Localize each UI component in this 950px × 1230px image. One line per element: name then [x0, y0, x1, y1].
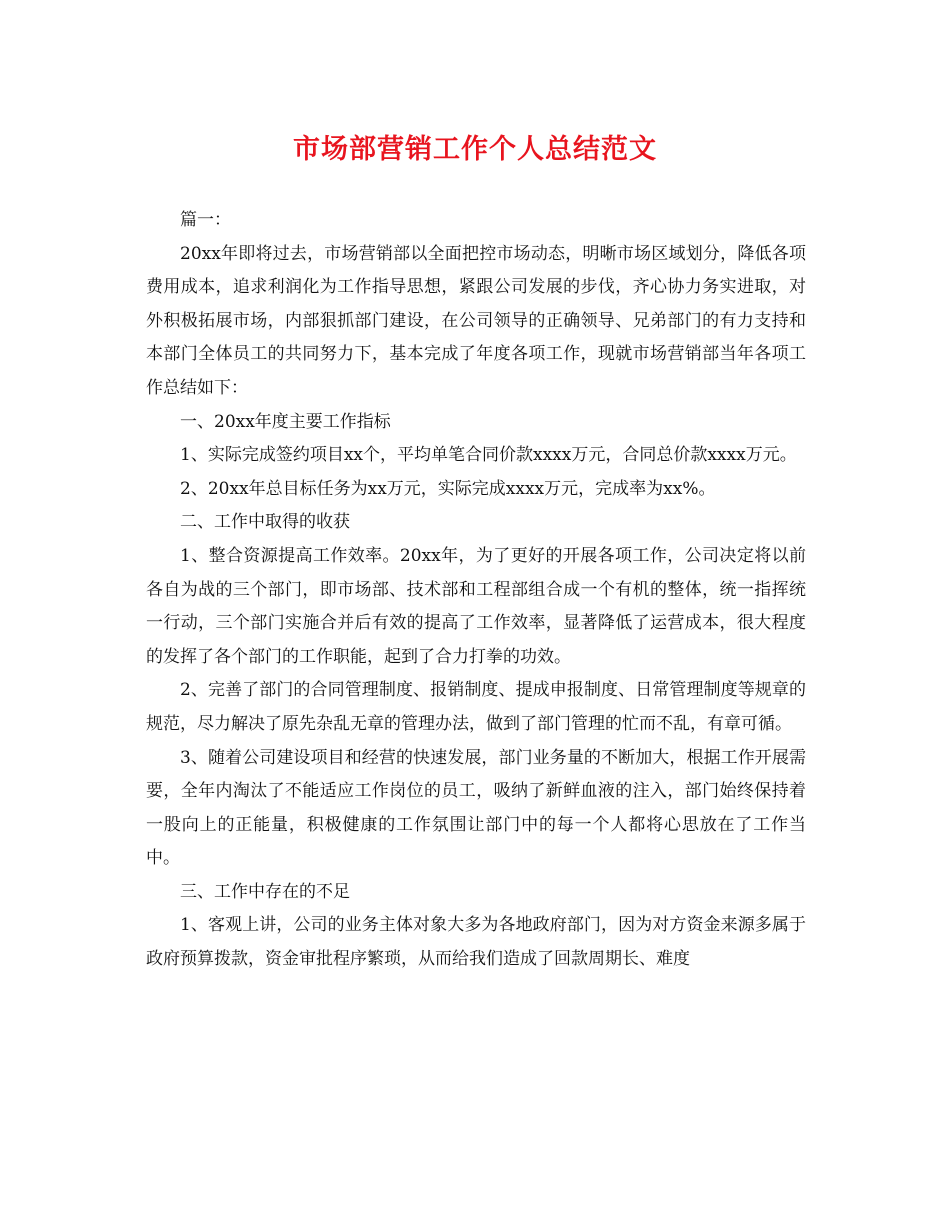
heading-shortcomings: 三、工作中存在的不足	[180, 881, 350, 902]
paragraph-achievement-1: 1、整合资源提高工作效率。20xx年，为了更好的开展各项工作，公司决定将以前各自为战的三个部门，即市场部、技术部和工程部组合成一个有机的整体，统一指挥统一行动，三个部门实施合并后有效的提高了工作效率，显著降低了运营成本，很大程度的发挥了各个部门的工作职能，起到了合力打拳的功效。	[146, 545, 806, 667]
paragraph-indicator-1: 1、实际完成签约项目xx个，平均单笔合同价款xxxx万元，合同总价款xxxx万元。	[180, 445, 797, 466]
document-title: 市场部营销工作个人总结范文	[293, 134, 657, 165]
paragraph-intro: 20xx年即将过去，市场营销部以全面把控市场动态，明晰市场区域划分，降低各项费用成本，追求利润化为工作指导思想，紧跟公司发展的步伐，齐心协力务实进取，对外积极拓展市场，内部狠抓部门建设，在公司领导的正确领导、兄弟部门的有力支持和本部门全体员工的共同努力下，基本完成了年度各项工作，现就市场营销部当年各项工作总结如下：	[146, 243, 806, 398]
paragraph-section-label: 篇一：	[180, 210, 231, 230]
heading-main-indicators: 一、20xx年度主要工作指标	[180, 411, 391, 432]
document-body	[146, 204, 806, 977]
paragraph-achievement-3: 3、随着公司建设项目和经营的快速发展，部门业务量的不断加大，根据工作开展需要，全年内淘汰了不能适应工作岗位的员工，吸纳了新鲜血液的注入，部门始终保持着一股向上的正能量，积极健康的工作氛围让部门中的每一个人都将心思放在了工作当中。	[146, 747, 806, 869]
paragraph-shortcoming-1: 1、客观上讲，公司的业务主体对象大多为各地政府部门，因为对方资金来源多属于政府预算拨款，资金审批程序繁琐，从而给我们造成了回款周期长、难度	[146, 915, 806, 970]
heading-achievements: 二、工作中取得的收获	[180, 512, 350, 533]
paragraph-indicator-2: 2、20xx年总目标任务为xx万元，实际完成xxxx万元，完成率为xx%。	[180, 478, 716, 499]
paragraph-achievement-2: 2、完善了部门的合同管理制度、报销制度、提成申报制度、日常管理制度等规章的规范，尽力解决了原先杂乱无章的管理办法，做到了部门管理的忙而不乱，有章可循。	[146, 680, 806, 734]
